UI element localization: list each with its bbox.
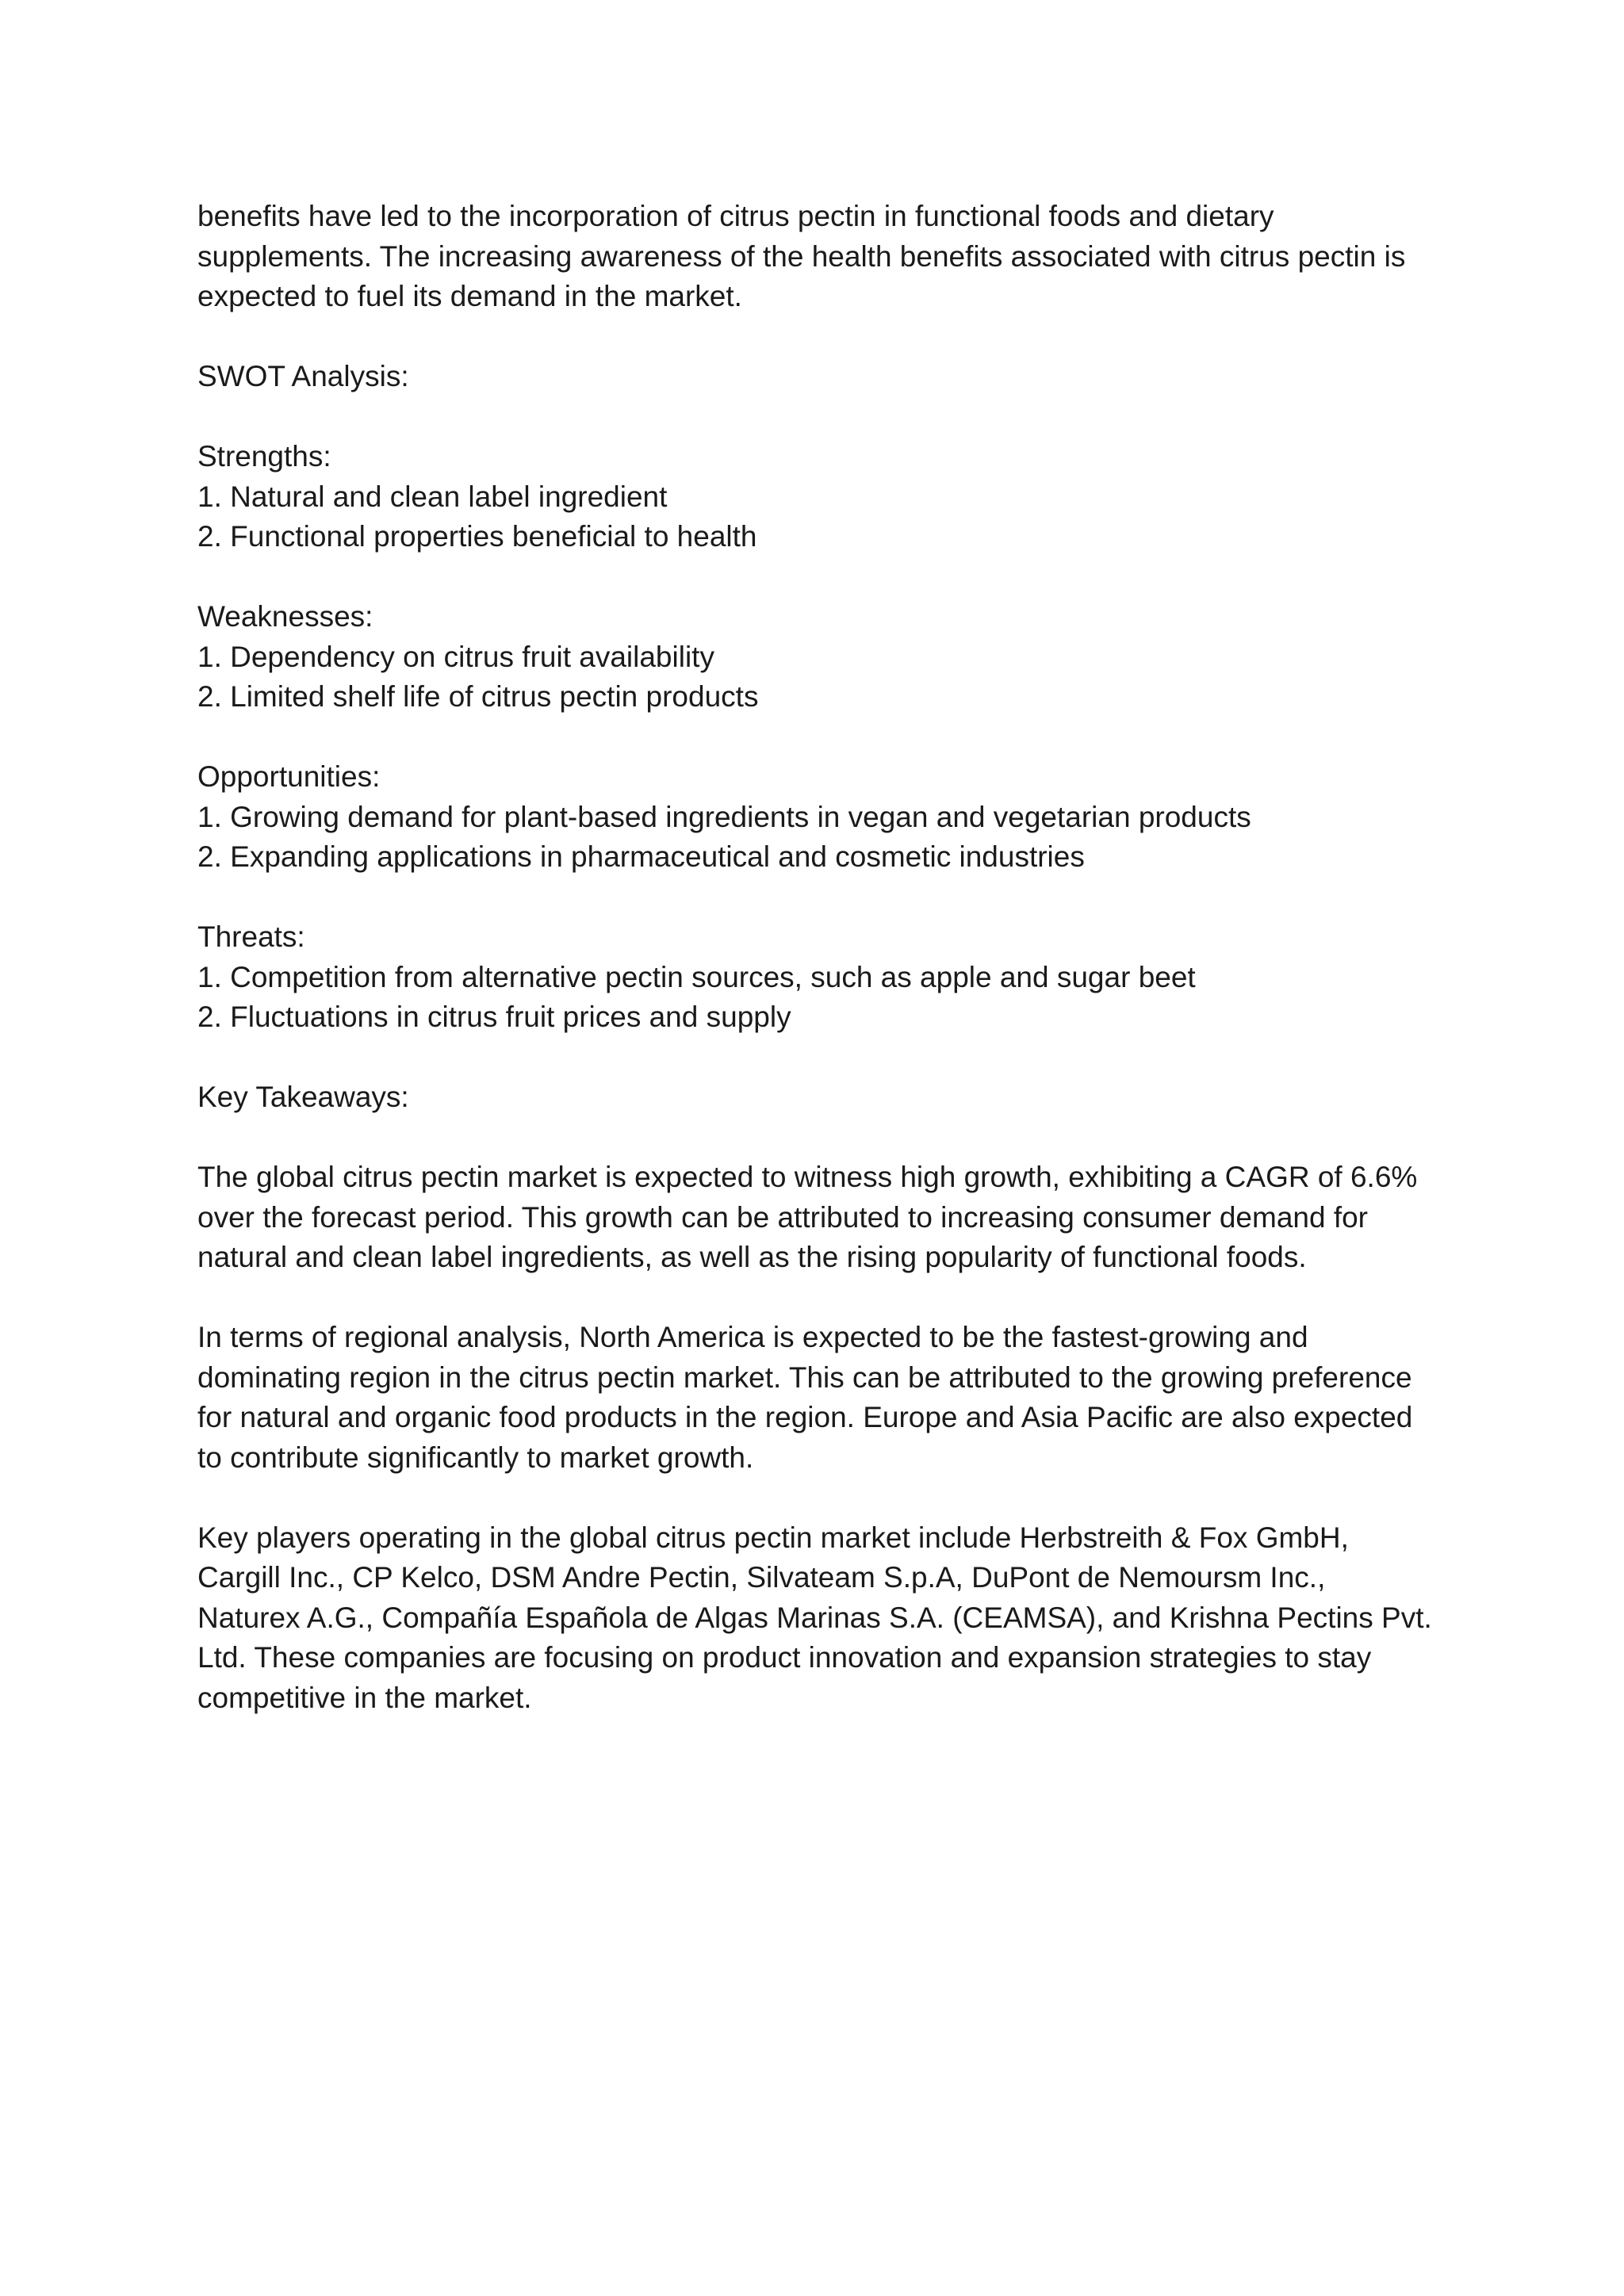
strengths-heading: Strengths: (197, 440, 331, 473)
threats-heading: Threats: (197, 920, 305, 953)
takeaway-paragraph: The global citrus pectin market is expected to witness high growth, exhibiting a CAGR of 6.6% over the forecast period. This growth can be attributed to increasing consumer demand for natural and clean label ingredients, as well as the rising popularity of functional foods. (197, 1161, 1418, 1273)
key-takeaways-heading: Key Takeaways: (197, 1081, 409, 1113)
takeaway-paragraph: In terms of regional analysis, North America is expected to be the fastest-growing and dominating region in the citrus pectin market. This can be attributed to the growing preference for natural and organic food products in the region. Europe and Asia Pacific are also expected to contribute significantly to market growth. (197, 1321, 1413, 1474)
opportunities-item: 2. Expanding applications in pharmaceutical and cosmetic industries (197, 840, 1085, 873)
weaknesses-heading: Weaknesses: (197, 600, 373, 633)
weaknesses-item: 1. Dependency on citrus fruit availability (197, 640, 714, 673)
strengths-item: 2. Functional properties beneficial to health (197, 520, 757, 553)
swot-heading: SWOT Analysis: (197, 360, 409, 392)
threats-item: 2. Fluctuations in citrus fruit prices and supply (197, 1001, 791, 1033)
document-body (197, 197, 1434, 1758)
strengths-item: 1. Natural and clean label ingredient (197, 480, 668, 513)
weaknesses-list (197, 637, 1434, 718)
threats-list (197, 958, 1434, 1038)
threats-item: 1. Competition from alternative pectin sources, such as apple and sugar beet (197, 960, 1196, 993)
strengths-list (197, 477, 1434, 557)
takeaway-paragraph: Key players operating in the global citrus pectin market include Herbstreith & Fox GmbH, Cargill Inc., CP Kelco, DSM Andre Pectin, Silvateam S.p.A, DuPont de Nemoursm Inc., Naturex A.G., Compañía Española de Algas Marinas S.A. (CEAMSA), and Krishna Pectins Pvt. Ltd. These companies are focusing on product innovation and expansion strategies to stay competitive in the market. (197, 1521, 1432, 1714)
intro-paragraph: benefits have led to the incorporation of citrus pectin in functional foods and dietary supplements. The increasing awareness of the health benefits associated with citrus pectin is expected to fuel its demand in the market. (197, 200, 1406, 312)
opportunities-list (197, 798, 1434, 878)
opportunities-item: 1. Growing demand for plant-based ingredients in vegan and vegetarian products (197, 800, 1251, 833)
weaknesses-item: 2. Limited shelf life of citrus pectin products (197, 680, 759, 713)
opportunities-heading: Opportunities: (197, 760, 381, 793)
